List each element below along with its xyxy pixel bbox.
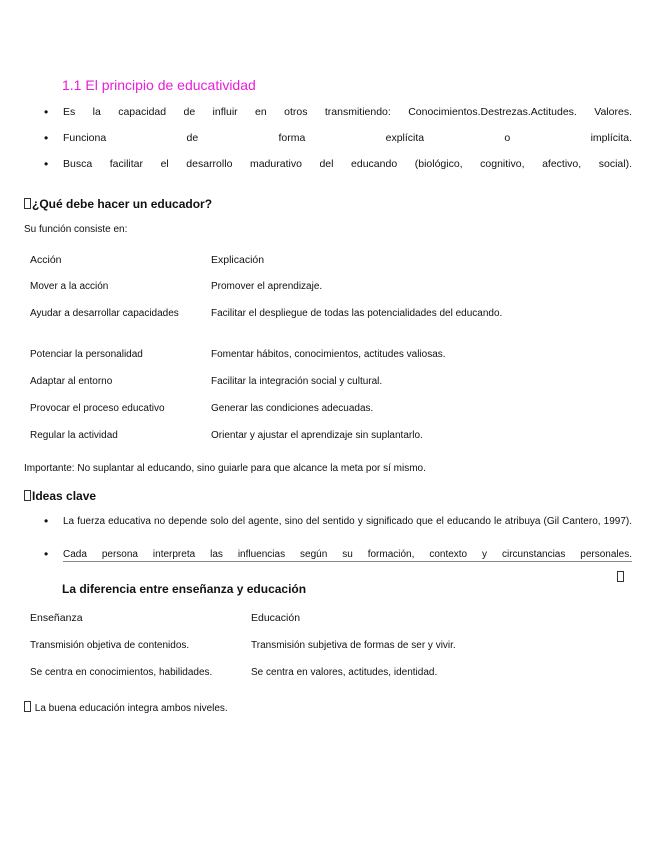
table-cell: Provocar el proceso educativo <box>30 403 165 414</box>
list-item: • Cada persona interpreta las influencias según su formación, contexto y circunstancias personales. <box>44 548 632 562</box>
missing-glyph-icon <box>617 571 624 582</box>
table-cell: Regular la actividad <box>30 430 118 441</box>
missing-glyph-icon <box>24 490 31 501</box>
missing-glyph-icon <box>24 198 31 209</box>
table-header-explicacion: Explicación <box>211 254 265 266</box>
table-cell: Mover a la acción <box>30 281 109 292</box>
table-cell: Potenciar la personalidad <box>30 349 143 360</box>
missing-glyph-icon <box>24 701 31 712</box>
table-header-accion: Acción <box>30 254 62 266</box>
list-item: • Es la capacidad de influir en otros transmitiendo: Conocimientos.Destrezas.Actitudes. Valores. <box>44 106 632 132</box>
principle-list <box>44 106 632 184</box>
list-item: • Funciona de forma explícita o implícita. <box>44 132 632 158</box>
table-cell: Generar las condiciones adecuadas. <box>211 403 374 414</box>
key-ideas-heading: Ideas clave <box>24 489 96 503</box>
table-cell: Facilitar el despliegue de todas las potencialidades del educando. <box>211 308 503 319</box>
table-cell: Transmisión objetiva de contenidos. <box>30 640 190 651</box>
closing-note: La buena educación integra ambos niveles. <box>24 701 228 714</box>
list-item: • La fuerza educativa no depende solo del agente, sino del sentido y significado que el educando le atribuya (Gil Cantero, 1997). <box>44 515 632 548</box>
table-cell: Facilitar la integración social y cultural. <box>211 376 383 387</box>
table-cell: Orientar y ajustar el aprendizaje sin suplantarlo. <box>211 430 423 441</box>
educator-heading: ¿Qué debe hacer un educador? <box>24 197 212 211</box>
list-item: • Busca facilitar el desarrollo madurativo del educando (biológico, cognitivo, afectivo, social). <box>44 158 632 184</box>
section-title: 1.1 El principio de educatividad <box>62 77 256 93</box>
function-intro: Su función consiste en: <box>24 224 128 235</box>
important-note: Importante: No suplantar al educando, sino guiarle para que alcance la meta por sí mismo. <box>24 463 426 474</box>
key-ideas-list <box>44 515 632 562</box>
table-cell: Se centra en conocimientos, habilidades. <box>30 667 213 678</box>
table-cell: Transmisión subjetiva de formas de ser y vivir. <box>251 640 456 651</box>
table-cell: Fomentar hábitos, conocimientos, actitudes valiosas. <box>211 349 446 360</box>
table-header-educacion: Educación <box>251 612 301 624</box>
table-header-ensenanza: Enseñanza <box>30 612 83 624</box>
table-cell: Se centra en valores, actitudes, identidad. <box>251 667 438 678</box>
table-cell: Promover el aprendizaje. <box>211 281 323 292</box>
difference-heading: La diferencia entre enseñanza y educación <box>62 582 307 596</box>
table-cell: Adaptar al entorno <box>30 376 113 387</box>
table-cell: Ayudar a desarrollar capacidades <box>30 308 179 319</box>
